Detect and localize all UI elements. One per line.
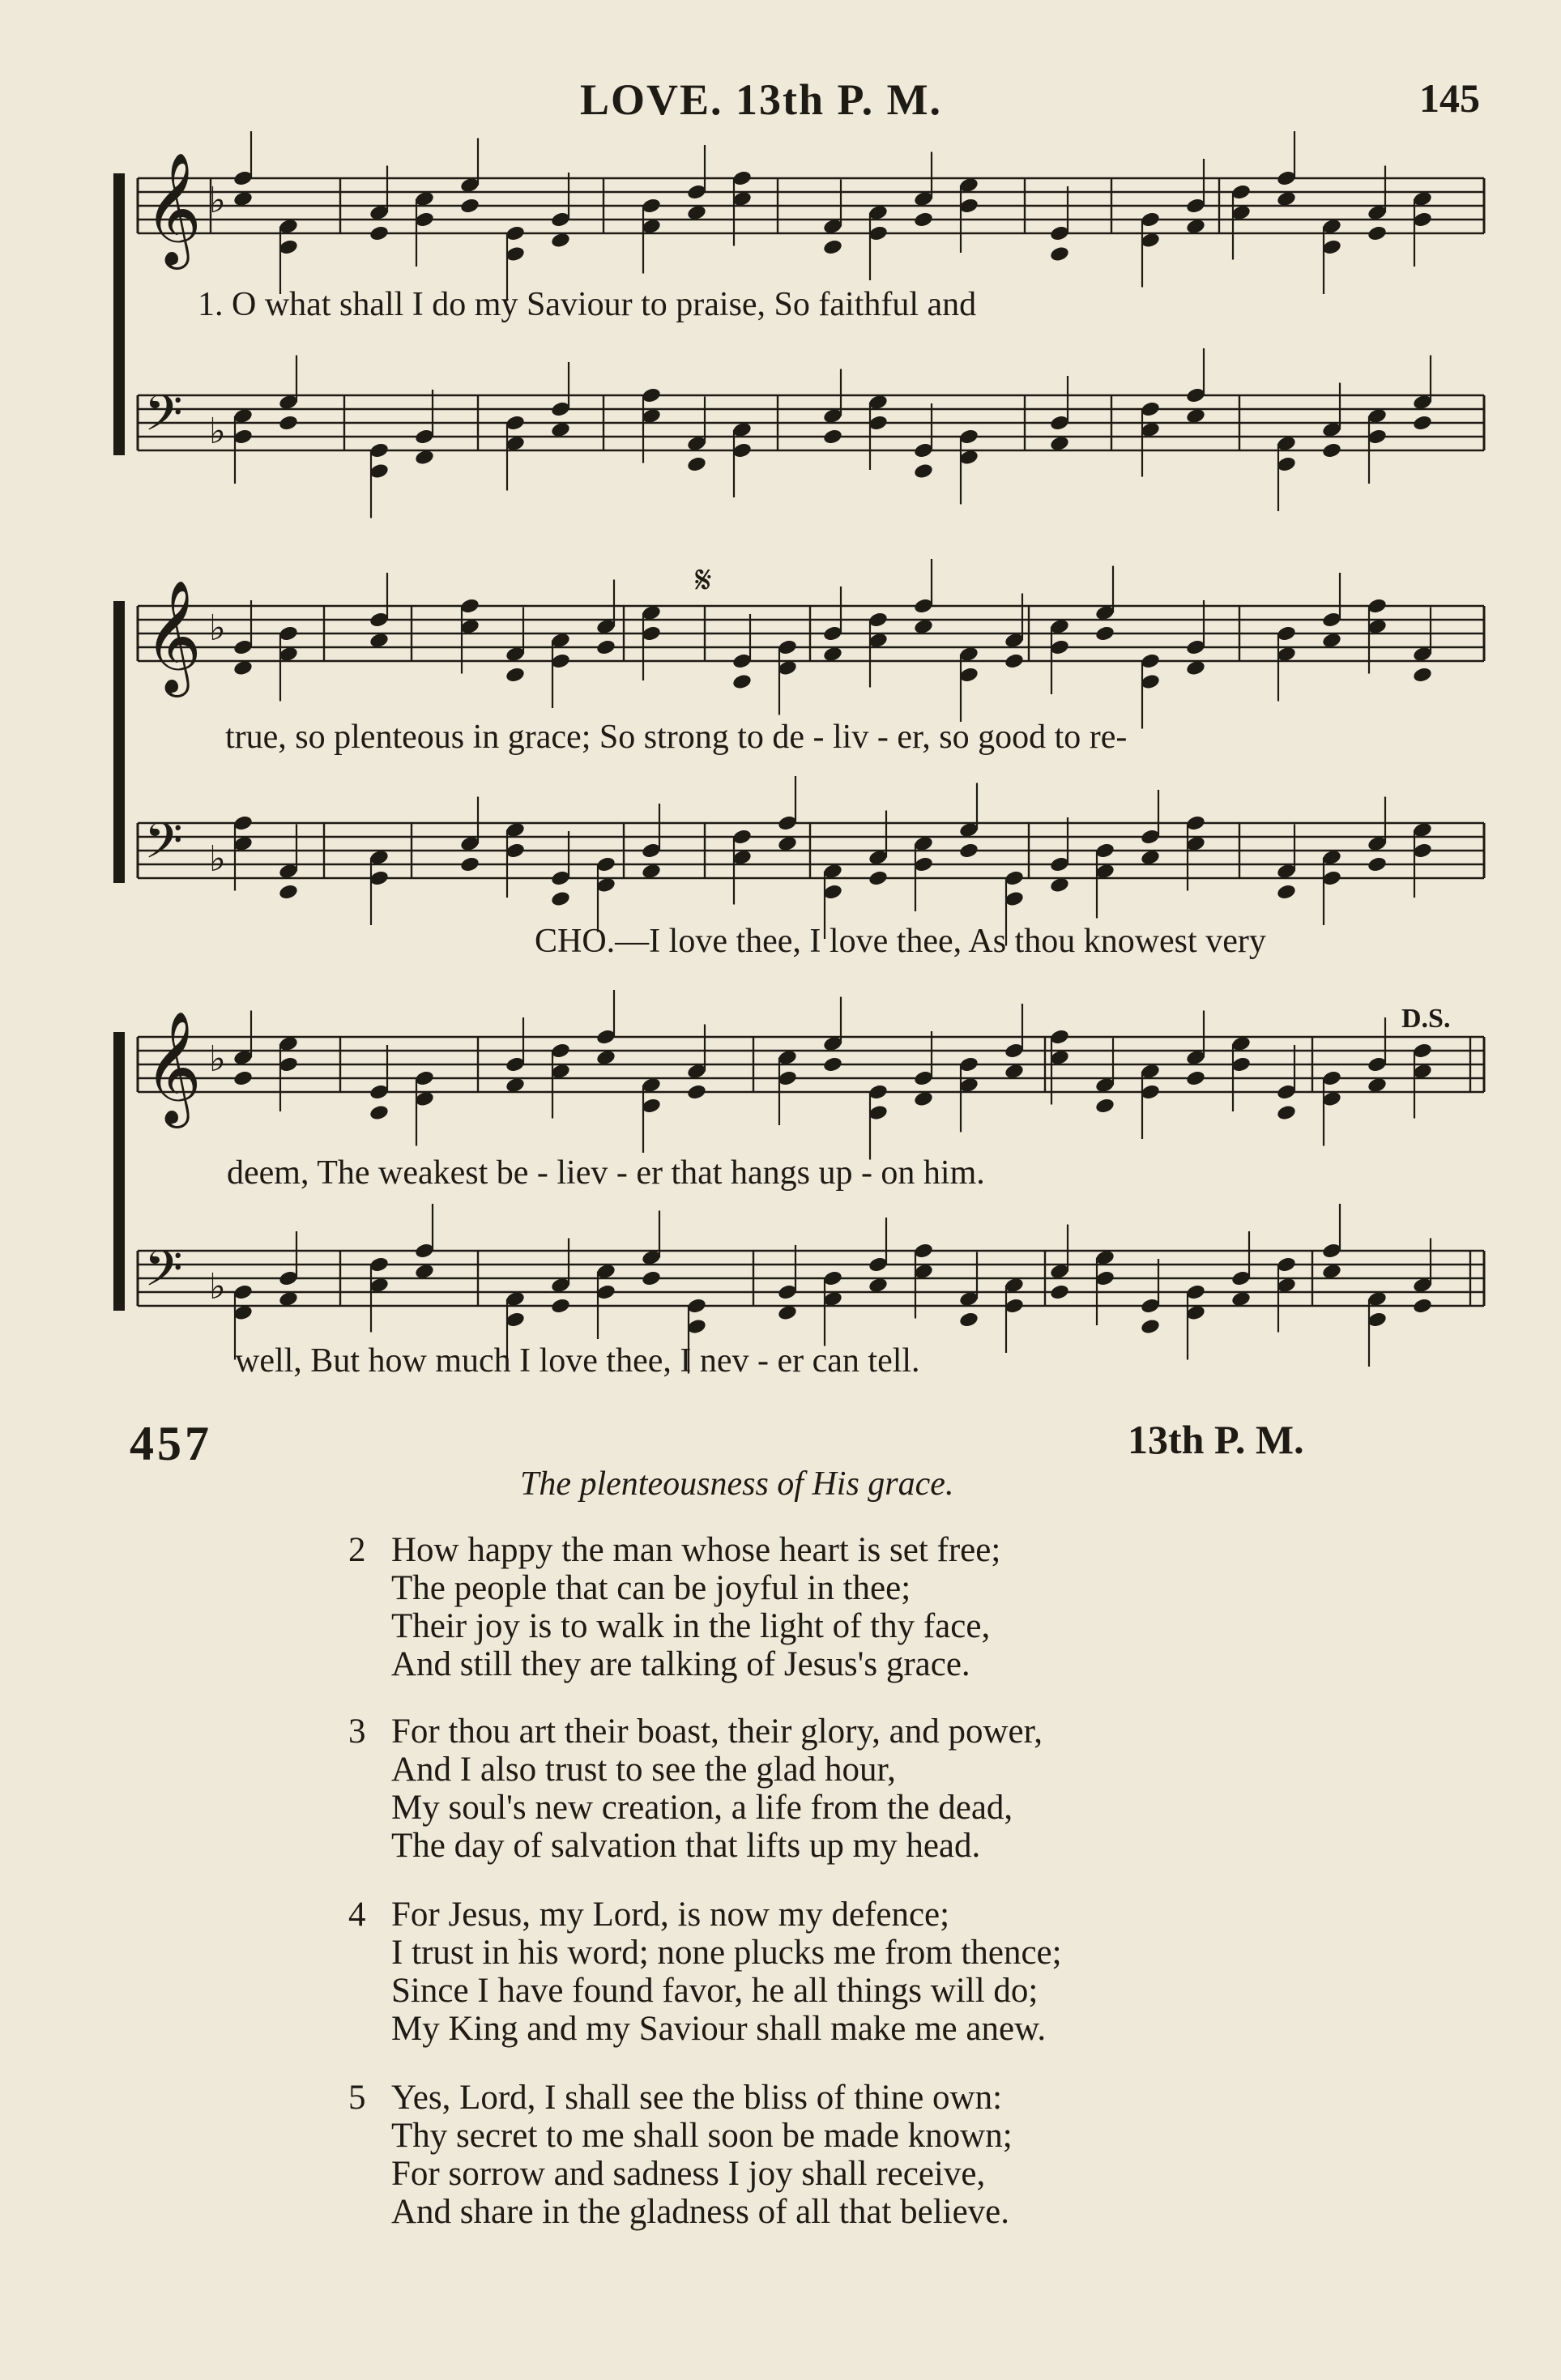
meter-label: 13th P. M. [1128, 1417, 1304, 1462]
verse-line: Thy secret to me shall soon be made known; [391, 2117, 1013, 2155]
verse-line: The people that can be joyful in thee; [391, 1569, 911, 1607]
note-head [1140, 1318, 1161, 1336]
note-head [1094, 625, 1115, 642]
hymn-number: 457 [130, 1417, 212, 1470]
running-title: LOVE. 13th P. M. [580, 75, 943, 124]
note-head [1049, 1283, 1070, 1301]
note-head [369, 224, 390, 242]
treble-staff [138, 990, 1484, 1160]
verse-line: My soul's new creation, a life from the dead, [391, 1789, 1013, 1827]
note-head [1367, 224, 1388, 242]
note-head [1094, 1097, 1115, 1115]
bass-clef-icon: 𝄢 [144, 1240, 183, 1310]
verse-line: Since I have found favor, he all things will do; [391, 1972, 1039, 2010]
verse-line: And share in the gladness of all that believe. [391, 2193, 1010, 2231]
note-head [1049, 245, 1070, 263]
bass-clef-icon: 𝄢 [144, 385, 183, 454]
note-head [913, 211, 934, 228]
flat-key-signature-icon: ♭ [209, 838, 226, 880]
note-head [232, 1069, 254, 1087]
flat-key-signature-icon: ♭ [209, 608, 226, 649]
lyric-line-3: CHO.—I love thee, I love thee, As thou knowest very [535, 923, 1266, 960]
note-head [550, 1297, 571, 1315]
treble-clef-icon: 𝄞 [144, 580, 202, 693]
system-bracket [113, 601, 125, 883]
note-head [913, 463, 934, 480]
ds-mark: D.S. [1401, 1004, 1451, 1034]
note-head [641, 1269, 662, 1287]
note-head [1321, 441, 1342, 459]
note-head [822, 428, 843, 446]
verse-line: Their joy is to walk in the light of thy face, [391, 1607, 991, 1645]
note-head [1276, 1104, 1297, 1122]
note-head [595, 638, 616, 656]
hymn-subtitle: The plenteousness of His grace. [520, 1465, 954, 1503]
lyric-line-5: well, But how much I love thee, I nev - er can tell. [235, 1342, 920, 1380]
bass-staff [138, 348, 1484, 518]
lyric-line-4: deem, The weakest be - liev - er that hangs up - on him. [227, 1154, 985, 1192]
verse-line: 5 Yes, Lord, I shall see the bliss of thine own: [348, 2079, 1003, 2117]
note-head [1276, 883, 1297, 901]
segno-mark: 𝄋 [695, 557, 712, 603]
treble-staff [138, 131, 1484, 301]
flat-key-signature-icon: ♭ [209, 180, 226, 221]
note-head [1185, 1069, 1206, 1087]
verse-line: I trust in his word; none plucks me from thence; [391, 1934, 1062, 1972]
note-head [686, 455, 707, 473]
treble-clef-icon: 𝄞 [144, 1011, 202, 1124]
verse-line: 2 How happy the man whose heart is set free; [348, 1531, 1001, 1569]
verse-number: 2 [348, 1531, 366, 1569]
verse-line: And still they are talking of Jesus's grace. [391, 1645, 970, 1683]
verse-5 [348, 2079, 1013, 2231]
note-head [459, 855, 480, 873]
note-head [868, 869, 889, 887]
treble-staff [138, 559, 1484, 729]
verse-line: 4 For Jesus, my Lord, is now my defence; [348, 1896, 950, 1934]
verse-line: The day of salvation that lifts up my head. [391, 1827, 981, 1865]
system-bracket [113, 1032, 125, 1311]
note-head [686, 1083, 707, 1101]
note-head [1412, 1297, 1433, 1315]
note-head [731, 673, 753, 691]
note-head [369, 1104, 390, 1122]
note-head [958, 842, 979, 859]
note-head [278, 414, 299, 432]
verse-line: For sorrow and sadness I joy shall receive, [391, 2155, 986, 2193]
treble-clef-icon: 𝄞 [144, 152, 202, 265]
bass-clef-icon: 𝄢 [144, 813, 183, 882]
note-head [1412, 666, 1433, 684]
note-head [1412, 414, 1433, 432]
verse-line: My King and my Saviour shall make me anew. [391, 2010, 1047, 2048]
verse-2 [348, 1531, 1000, 1683]
verse-number: 4 [348, 1896, 366, 1934]
verse-number: 5 [348, 2079, 366, 2117]
verse-4 [348, 1896, 1062, 2048]
note-head [278, 883, 299, 901]
verse-3 [348, 1712, 1043, 1865]
flat-key-signature-icon: ♭ [209, 1266, 226, 1307]
note-head [822, 1056, 843, 1073]
note-head [505, 666, 526, 684]
verse-number: 3 [348, 1712, 366, 1751]
note-head [958, 1311, 979, 1329]
note-head [550, 890, 571, 908]
page-number: 145 [1419, 75, 1480, 121]
flat-key-signature-icon: ♭ [209, 411, 226, 452]
lyric-line-2: true, so plenteous in grace; So strong to de - liv - er, so good to re- [225, 719, 1128, 756]
verse-line: 3 For thou art their boast, their glory, and power, [348, 1712, 1043, 1751]
flat-key-signature-icon: ♭ [209, 1039, 226, 1080]
note-head [822, 238, 843, 256]
bass-staff [138, 776, 1484, 946]
note-head [1367, 855, 1388, 873]
note-head [459, 197, 480, 215]
verse-line: And I also trust to see the glad hour, [391, 1751, 896, 1789]
note-head [1004, 652, 1025, 670]
system-bracket [113, 173, 125, 455]
lyric-line-1: 1. O what shall I do my Saviour to praise, So faithful and [198, 286, 977, 323]
